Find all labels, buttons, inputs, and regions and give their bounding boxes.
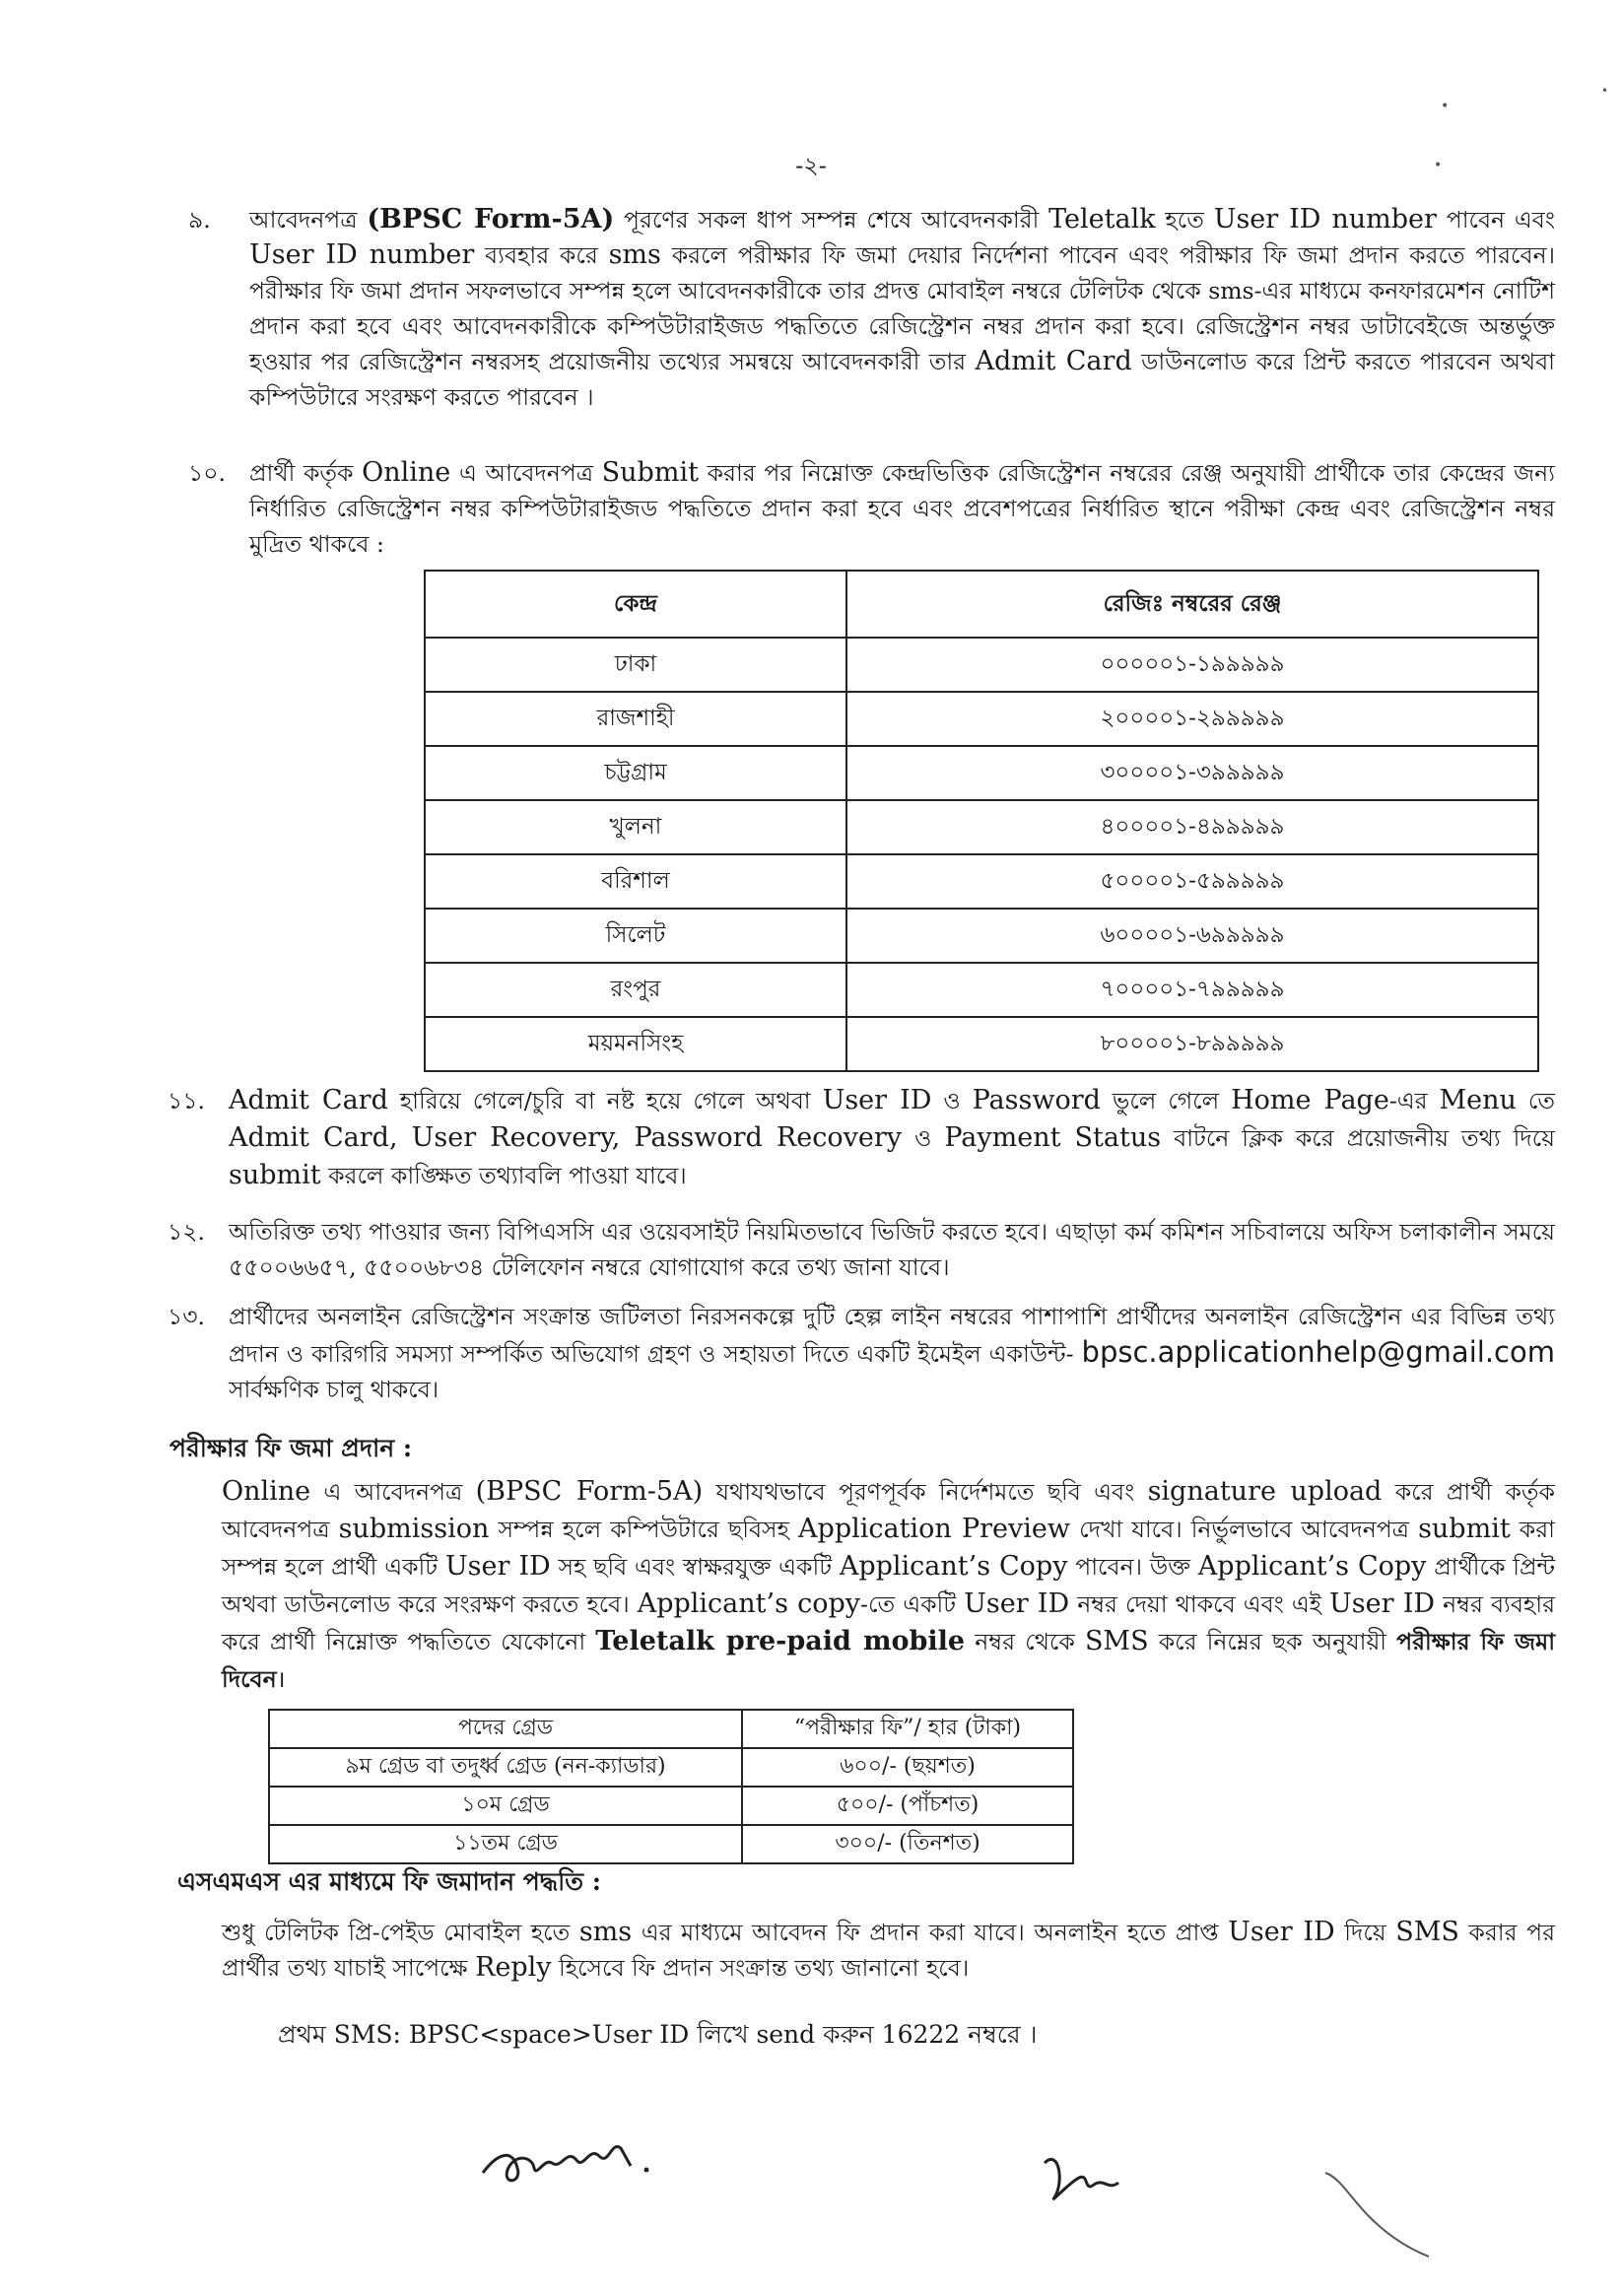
- table-row: [425, 1017, 1538, 1071]
- item-13-text: প্রার্থীদের অনলাইন রেজিস্ট্রেশন সংক্রান্ত জটিলতা নিরসনকল্পে দুটি হেল্প লাইন নম্বরের পাশাপাশি প্রার্থীদের অনলাইন রেজিস্ট্রেশন এর বিভিন্ন তথ্য প্রদান ও কারিগরি সমস্যা সম্পর্কিত অভিযোগ গ্রহণ ও সহায়তা দিতে একটি ইমেইল একাউন্ট-: [229, 1303, 1555, 1368]
- center-name: সিলেট: [425, 909, 846, 963]
- center-range: ০০০০০১-১৯৯৯৯৯: [846, 638, 1538, 692]
- grade-cell: ১০ম গ্রেড: [269, 1787, 742, 1825]
- page-number: -২-: [795, 152, 827, 179]
- text-segment: Teletalk: [1048, 204, 1156, 235]
- fee-section-text: [222, 1473, 1555, 1698]
- text-segment: করা সম্পন্ন হলে প্রার্থী একটি: [222, 1516, 1555, 1581]
- text-segment: User ID number: [249, 239, 475, 270]
- text-segment: User ID: [444, 1551, 551, 1582]
- center-range: ২০০০০১-২৯৯৯৯৯: [846, 692, 1538, 746]
- center-name: চট্টগ্রাম: [425, 746, 846, 800]
- center-name: খুলনা: [425, 800, 846, 854]
- text-segment: Admit Card: [975, 346, 1132, 376]
- item-13-tail: সার্বক্ষণিক চালু থাকবে।: [229, 1376, 439, 1403]
- fee-cell: ৫০০/- (পাঁচশত): [742, 1787, 1073, 1825]
- center-range: ৮০০০০১-৮৯৯৯৯৯: [846, 1017, 1538, 1071]
- text-segment: করার পর নিম্নোক্ত কেন্দ্রভিত্তিক রেজিস্ট্রেশন নম্বরের রেঞ্জ অনুযায়ী প্রার্থীকে তার কেন্দ্রের জন্য নির্ধারিত রেজিস্ট্রেশন নম্বর কম্পিউটারাইজড পদ্ধতিতে প্রদান করা হবে এবং প্রবেশপত্রের নির্ধারিত স্থানে পরীক্ষা কেন্দ্র এবং রেজিস্ট্রেশন নম্বর মুদ্রিত থাকবে :: [249, 459, 1555, 558]
- text-segment: দেখা যাবে। নির্ভুলভাবে আবেদনপত্র: [1069, 1516, 1419, 1543]
- table-header: “পরীক্ষার ফি”/ হার (টাকা): [742, 1710, 1073, 1748]
- fee-cell: ৩০০/- (তিনশত): [742, 1825, 1073, 1863]
- item-number: ১৩.: [168, 1303, 205, 1330]
- scan-speck: •: [1434, 158, 1443, 173]
- text-segment: SMS: BPSC<space>User ID: [333, 2020, 690, 2049]
- text-segment: Application Preview: [798, 1514, 1070, 1544]
- text-segment: সম্পন্ন হলে কম্পিউটারে ছবিসহ: [489, 1516, 799, 1543]
- center-range-table: [424, 570, 1539, 1072]
- text-segment: এ আবেদনপত্র: [310, 1478, 476, 1506]
- text-segment: পূরণের সকল ধাপ সম্পন্ন শেষে আবেদনকারী: [614, 206, 1049, 234]
- text-segment: ।: [276, 1665, 286, 1693]
- text-segment: SMS: [1084, 1626, 1149, 1656]
- scan-speck: •: [1601, 84, 1609, 98]
- text-segment: করে নিম্নের ছক অনুযায়ী: [1148, 1628, 1397, 1655]
- text-segment: 16222: [881, 2020, 961, 2049]
- center-range: ৪০০০০১-৪৯৯৯৯৯: [846, 800, 1538, 854]
- text-segment: সহ ছবি এবং স্বাক্ষরযুক্ত একটি: [550, 1553, 840, 1581]
- item-number: ১২.: [168, 1218, 205, 1246]
- center-name: রংপুর: [425, 963, 846, 1017]
- text-segment: Reply: [475, 1952, 552, 1983]
- text-segment: Admit Card: [229, 1085, 388, 1115]
- text-segment: করলে কাঙ্ক্ষিত তথ্যাবলি পাওয়া যাবে।: [320, 1162, 687, 1189]
- text-segment: Submit: [601, 457, 699, 488]
- center-name: বরিশাল: [425, 854, 846, 909]
- text-segment: sms: [608, 239, 661, 270]
- table-row: [425, 854, 1538, 909]
- table-header: রেজিঃ নম্বরের রেঞ্জ: [846, 571, 1538, 638]
- text-segment: পাবেন এবং: [1436, 206, 1555, 234]
- center-name: ঢাকা: [425, 638, 846, 692]
- text-segment: ও: [931, 1087, 973, 1114]
- table-header-row: [425, 571, 1538, 638]
- fee-section-heading: পরীক্ষার ফি জমা প্রদান :: [169, 1434, 413, 1462]
- text-segment: নম্বর ব্যবহার করে প্রার্থী নিম্নোক্ত পদ্ধতিতে যেকোনো: [222, 1590, 1555, 1655]
- text-segment: আবেদনপত্র: [249, 206, 368, 234]
- text-segment: Online: [362, 457, 451, 488]
- text-segment: Password: [972, 1085, 1101, 1115]
- text-segment: তে: [1516, 1087, 1556, 1114]
- text-segment: Menu: [1439, 1085, 1517, 1115]
- table-row: [269, 1787, 1073, 1825]
- text-segment: send: [756, 2020, 816, 2049]
- text-segment: ডাউনলোড করে প্রিন্ট করতে পারবেন অথবা কম্পিউটারে সংরক্ষণ করতে পারবেন ।: [249, 348, 1555, 411]
- text-segment: User ID: [1329, 1588, 1436, 1619]
- table-row: [425, 638, 1538, 692]
- text-segment: Payment Status: [944, 1122, 1162, 1153]
- text-segment: প্রার্থীকে প্রিন্ট অথবা ডাউনলোড করে সংরক্ষণ করতে হবে।: [222, 1553, 1555, 1618]
- text-segment: Applicant’s copy: [637, 1588, 861, 1619]
- text-segment: শুধু টেলিটক প্রি-পেইড মোবাইল হতে: [222, 1919, 579, 1946]
- sms-section-heading: এসএমএস এর মাধ্যমে ফি জমাদান পদ্ধতি :: [177, 1867, 601, 1896]
- fee-cell: ৬০০/- (ছয়শত): [742, 1748, 1073, 1787]
- text-segment: Applicant’s Copy: [839, 1551, 1068, 1582]
- text-segment: submission: [338, 1514, 490, 1544]
- center-range: ৫০০০০১-৫৯৯৯৯৯: [846, 854, 1538, 909]
- table-header: কেন্দ্র: [425, 571, 846, 638]
- grade-cell: ৯ম গ্রেড বা তদুর্ধ্ব গ্রেড (নন-ক্যাডার): [269, 1748, 742, 1787]
- text-segment: ও: [901, 1124, 945, 1152]
- text-segment: করে প্রার্থী কর্তৃক আবেদনপত্র: [222, 1478, 1555, 1543]
- item-number: ৯.: [188, 206, 211, 234]
- text-segment: User ID: [964, 1588, 1070, 1619]
- text-segment: এ আবেদনপত্র: [450, 459, 602, 487]
- signature-left: [473, 2119, 660, 2197]
- text-segment: করুন: [815, 2020, 882, 2049]
- text-segment: পাবেন। উক্ত: [1067, 1553, 1198, 1581]
- center-name: রাজশাহী: [425, 692, 846, 746]
- text-segment: User ID: [1228, 1917, 1335, 1947]
- table-row: [425, 800, 1538, 854]
- item-number: ১০.: [188, 459, 226, 487]
- text-segment: নম্বর থেকে: [965, 1628, 1085, 1655]
- text-segment: submit: [1418, 1514, 1511, 1544]
- text-segment: submit: [229, 1160, 321, 1190]
- text-segment: হিসেবে ফি প্রদান সংক্রান্ত তথ্য জানানো হবে।: [551, 1954, 970, 1982]
- table-header-row: [269, 1710, 1073, 1748]
- text-segment: signature upload: [1147, 1476, 1383, 1507]
- center-range: ৬০০০০১-৬৯৯৯৯৯: [846, 909, 1538, 963]
- text-segment: হতে: [1155, 206, 1214, 234]
- signature-right: [1035, 2143, 1143, 2212]
- text-segment: করলে পরীক্ষার ফি জমা দেয়ার নির্দেশনা পাবেন এবং পরীক্ষার ফি জমা প্রদান করতে পারবেন। পরীক্ষার ফি জমা প্রদান সফলভাবে সম্পন্ন হলে আবেদনকারীকে তার প্রদত্ত মোবাইল নম্বরে টেলিটক থেকে sms-এর মাধ্যমে কনফারমেশন নোটিশ প্রদান করা হবে এবং আবেদনকারীকে কম্পিউটারাইজড পদ্ধতিতে রেজিস্ট্রেশন নম্বর প্রদান করা হবে। রেজিস্ট্রেশন নম্বর ডাটাবেইজে অন্তর্ভুক্ত হওয়ার পর রেজিস্ট্রেশন নম্বরসহ প্রয়োজনীয় তথ্যের সমন্বয়ে আবেদনকারী তার: [249, 241, 1556, 375]
- table-row: [425, 692, 1538, 746]
- text-segment: ব্যবহার করে: [474, 241, 609, 269]
- text-segment: (BPSC Form-5A): [475, 1476, 704, 1507]
- table-row: [425, 746, 1538, 800]
- text-segment: লিখে: [689, 2020, 757, 2049]
- item-11: [168, 1082, 1556, 1194]
- text-segment: করার পর প্রার্থীর তথ্য যাচাই সাপেক্ষে: [222, 1919, 1555, 1982]
- text-segment: হারিয়ে গেলে/চুরি বা নষ্ট হয়ে গেলে অথবা: [387, 1087, 823, 1114]
- item-12: [168, 1214, 1555, 1285]
- sms-section-text: [222, 1915, 1555, 1986]
- text-segment: যথাযথভাবে পূরণপূর্বক নির্দেশমতে ছবি এবং: [703, 1478, 1148, 1506]
- help-email-link[interactable]: bpsc.applicationhelp@gmail.com: [1081, 1335, 1555, 1369]
- table-row: [269, 1748, 1073, 1787]
- text-segment: Admit Card, User Recovery, Password Recovery: [229, 1122, 902, 1153]
- center-range: ৭০০০০১-৭৯৯৯৯৯: [846, 963, 1538, 1017]
- item-13: [168, 1299, 1555, 1407]
- text-segment: পরীক্ষার ফি জমা দিবেন: [222, 1628, 1556, 1693]
- text-segment: Applicant’s Copy: [1197, 1551, 1427, 1582]
- center-range: ৩০০০০১-৩৯৯৯৯৯: [846, 746, 1538, 800]
- text-segment: (BPSC Form-5A): [367, 204, 615, 235]
- table-header: পদের গ্রেড: [269, 1710, 742, 1748]
- text-segment: প্রথম: [278, 2020, 334, 2049]
- text-segment: Home Page: [1231, 1085, 1389, 1115]
- item-number: ১১.: [168, 1087, 205, 1114]
- margin-scribble: [1320, 2158, 1439, 2266]
- text-segment: নম্বরে ।: [960, 2020, 1038, 2049]
- text-segment: SMS: [1395, 1917, 1459, 1947]
- text-segment: ভুলে গেলে: [1100, 1087, 1232, 1114]
- text-segment: নম্বর দেয়া থাকবে এবং এই: [1069, 1590, 1330, 1618]
- table-row: [269, 1825, 1073, 1863]
- text-segment: দিয়ে: [1334, 1919, 1396, 1946]
- text-segment: এর মাধ্যমে আবেদন ফি প্রদান করা যাবে। অনলাইন হতে প্রাপ্ত: [632, 1919, 1229, 1946]
- grade-cell: ১১তম গ্রেড: [269, 1825, 742, 1863]
- text-segment: User ID number: [1213, 204, 1437, 235]
- text-segment: User ID: [822, 1085, 932, 1115]
- table-row: [425, 963, 1538, 1017]
- text-segment: Online: [222, 1476, 311, 1507]
- text-segment: sms: [578, 1917, 633, 1947]
- fee-table: [268, 1709, 1074, 1864]
- item-9: [188, 202, 1556, 415]
- text-segment: প্রার্থী কর্তৃক: [249, 459, 363, 487]
- text-segment: Teletalk pre-paid mobile: [595, 1626, 966, 1656]
- text-segment: -এর: [1388, 1087, 1440, 1114]
- text-segment: -তে একটি: [860, 1590, 965, 1618]
- item-12-text: অতিরিক্ত তথ্য পাওয়ার জন্য বিপিএসসি এর ওয়েবসাইট নিয়মিতভাবে ভিজিট করতে হবে। এছাড়া কর্ম কমিশন সচিবালয়ে অফিস চলাকালীন সময়ে ৫৫০০৬৬৫৭, ৫৫০০৬৮৩৪ টেলিফোন নম্বরে যোগাযোগ করে তথ্য জানা যাবে।: [229, 1218, 1555, 1281]
- scan-speck: •: [1441, 99, 1450, 114]
- center-name: ময়মনসিংহ: [425, 1017, 846, 1071]
- item-10: [188, 455, 1555, 562]
- first-sms-instruction: [278, 2015, 1037, 2058]
- table-row: [425, 909, 1538, 963]
- text-segment: বাটনে ক্লিক করে প্রয়োজনীয় তথ্য দিয়ে: [1161, 1124, 1555, 1152]
